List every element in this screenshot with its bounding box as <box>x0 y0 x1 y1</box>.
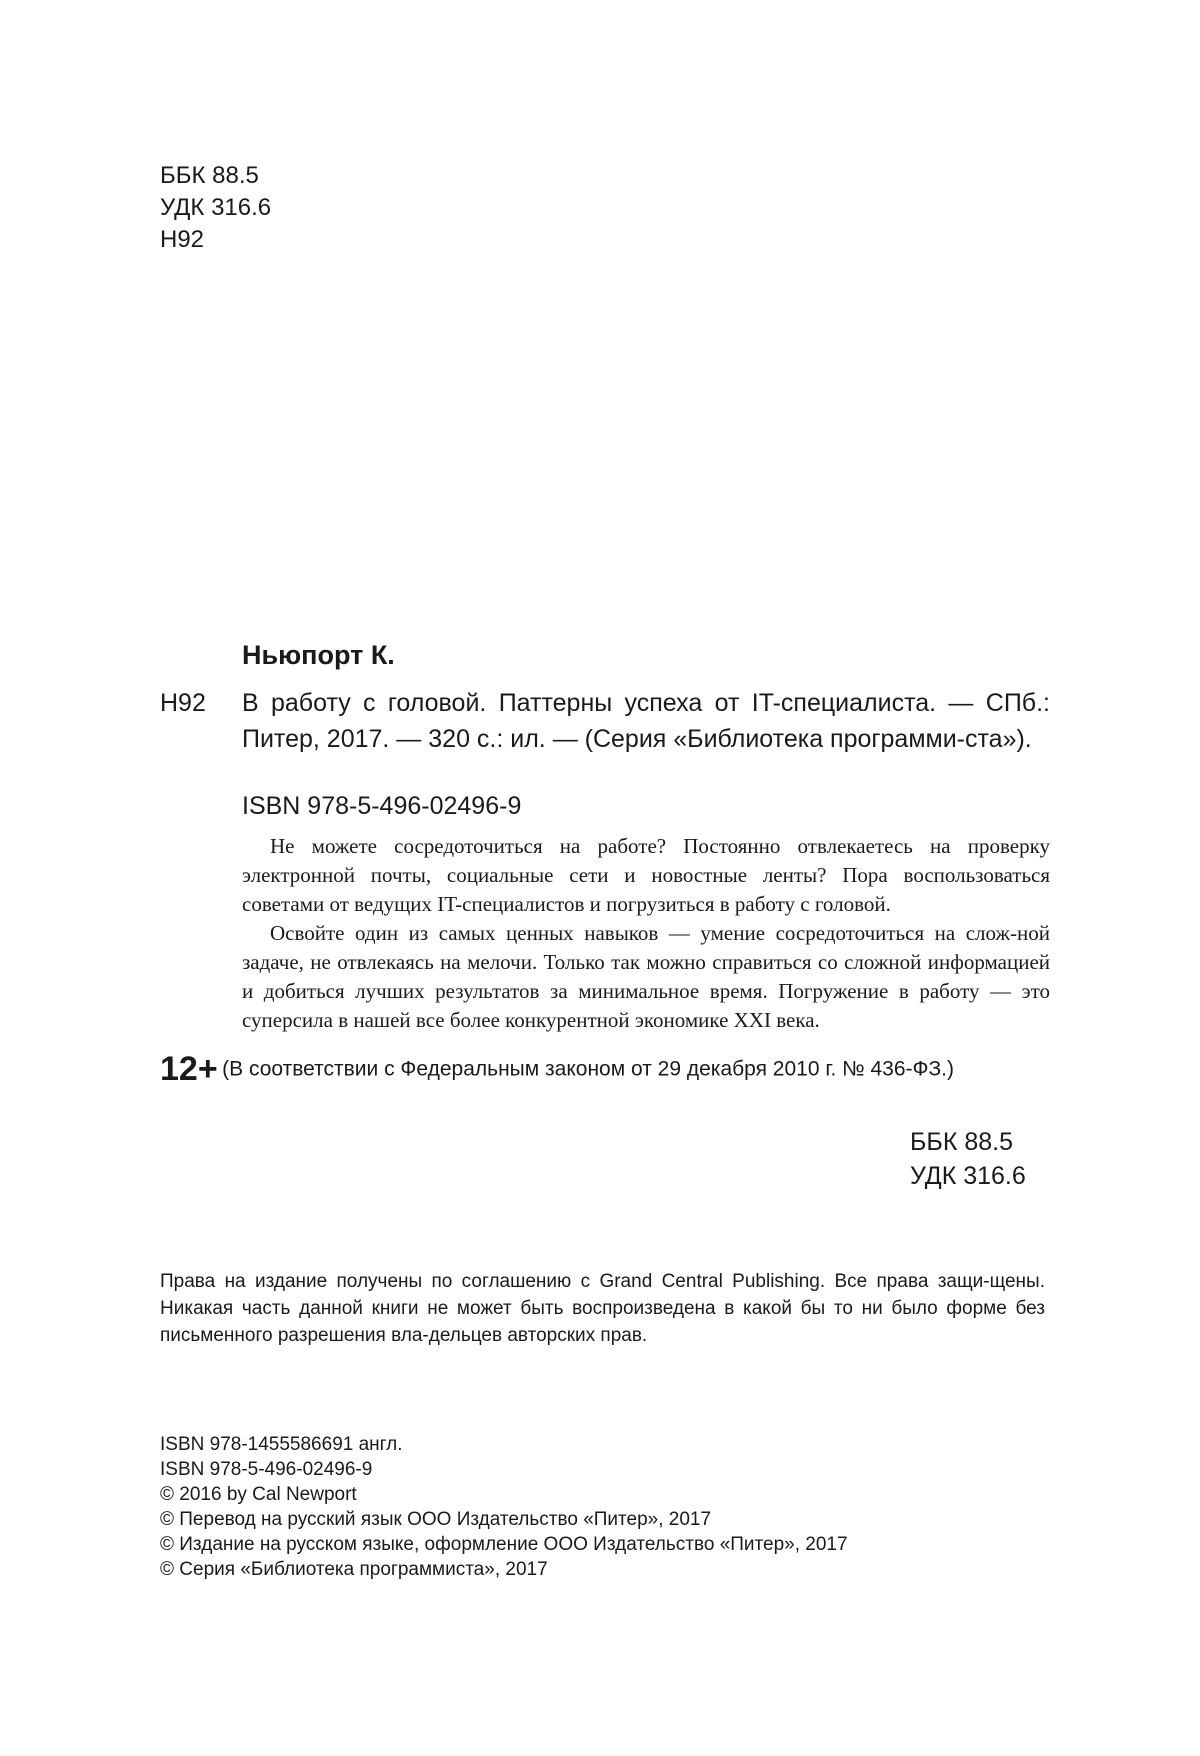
isbn-english: ISBN 978-1455586691 англ. <box>160 1434 403 1455</box>
copyright-line: © Издание на русском языке, оформление ООО Издательство «Питер», 2017 <box>160 1534 848 1555</box>
entry-author-mark: Н92 <box>160 689 206 717</box>
author-name: Ньюпорт К. <box>242 640 395 670</box>
bbk-code: ББК 88.5 <box>160 162 259 189</box>
copyright-line: © Серия «Библиотека программиста», 2017 <box>160 1559 548 1580</box>
copyright-line: © 2016 by Cal Newport <box>160 1484 357 1505</box>
annotation <box>242 832 1050 1035</box>
isbn-main: ISBN 978-5-496-02496-9 <box>242 792 522 820</box>
isbn-copyright-list <box>160 1432 848 1582</box>
classification-codes-top <box>160 160 271 256</box>
classification-codes-right <box>910 1125 1026 1193</box>
rights-notice: Права на издание получены по соглашению с Grand Central Publishing. Все права защи-щены. Никакая часть данной книги не может быть воспроизведена в какой бы то ни было форме без письменного разрешения вла-дельцев авторских прав. <box>160 1271 1045 1346</box>
age-rating-line <box>160 1050 1060 1089</box>
author-mark: Н92 <box>160 226 205 253</box>
udk-code-right: УДК 316.6 <box>910 1162 1026 1190</box>
copyright-line: © Перевод на русский язык ООО Издательство «Питер», 2017 <box>160 1509 712 1530</box>
udk-code: УДК 316.6 <box>160 194 272 221</box>
annotation-paragraph-1: Не можете сосредоточиться на работе? Постоянно отвлекаетесь на проверку электронной почты, социальные сети и новостные ленты? Пора воспользоваться советами от ведущих IT-специалистов и погрузиться в работу с головой. <box>242 834 1050 916</box>
entry-description: В работу с головой. Паттерны успеха от IT-специалиста. — СПб.: Питер, 2017. — 320 с.: ил. — (Серия «Библиотека программи-ста»). <box>242 689 1050 753</box>
bbk-code-right: ББК 88.5 <box>910 1128 1013 1156</box>
annotation-paragraph-2: Освойте один из самых ценных навыков — умение сосредоточиться на слож-ной задаче, не отвлекаясь на мелочи. Только так можно справиться со сложной информацией и добиться лучших результатов за минимальное время. Погружение в работу — это суперсила в нашей все более конкурентной экономике XXI века. <box>242 921 1050 1032</box>
age-rating-badge: 12+ <box>160 1050 218 1088</box>
isbn-russian: ISBN 978-5-496-02496-9 <box>160 1459 373 1480</box>
age-rating-note: (В соответствии с Федеральным законом от 29 декабря 2010 г. № 436-ФЗ.) <box>222 1057 954 1081</box>
